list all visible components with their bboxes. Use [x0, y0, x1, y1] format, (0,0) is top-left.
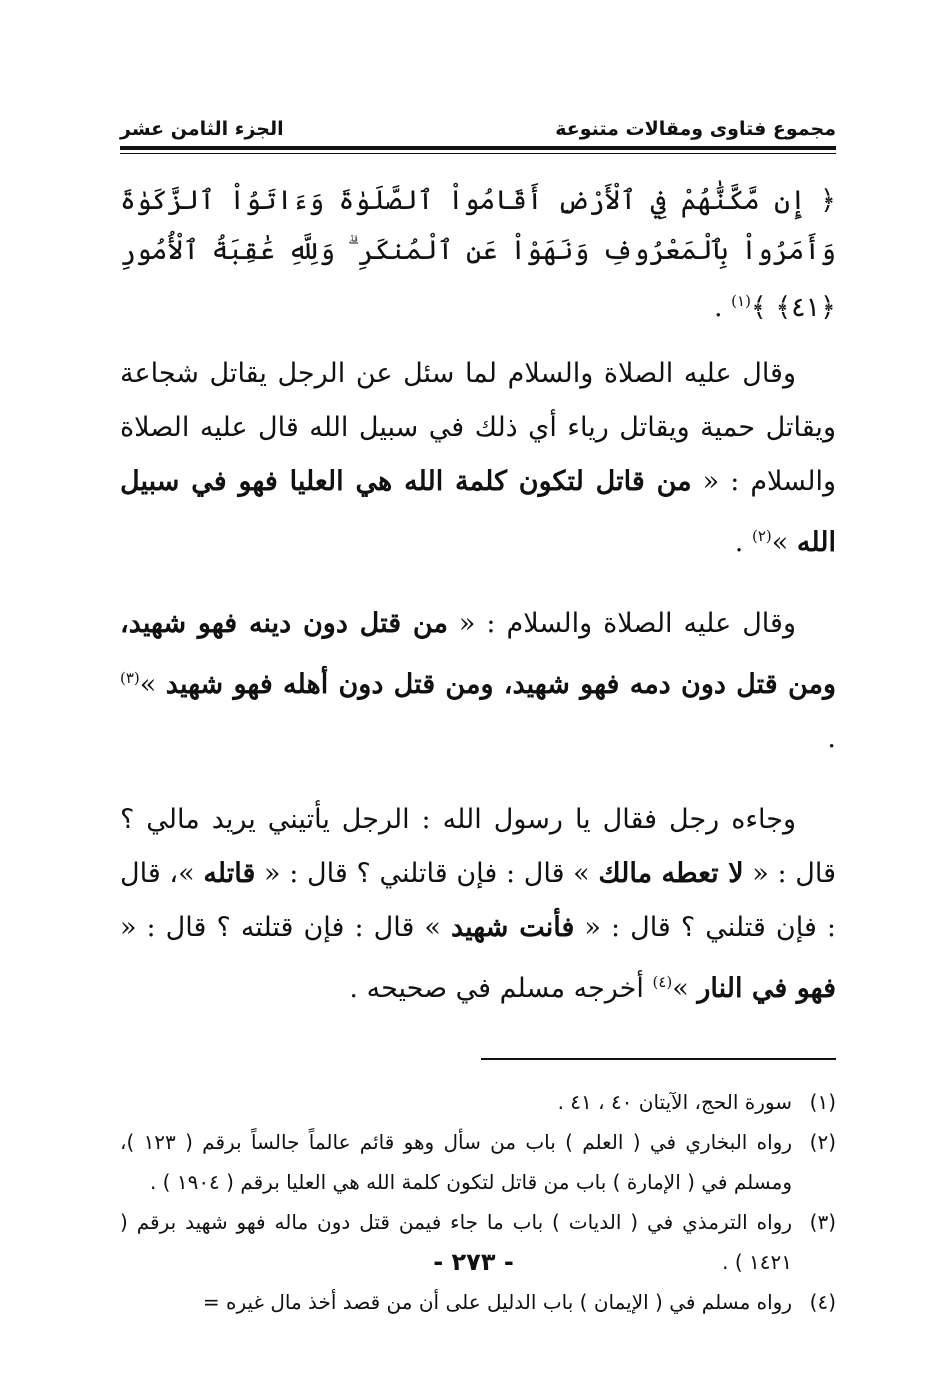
page-number: - ٢٧٣ - — [433, 1248, 514, 1276]
paragraph-text: » قال : فإن قتلته ؟ قال : « — [120, 912, 451, 943]
running-header — [120, 108, 836, 140]
footnote-text: رواه البخاري في ( العلم ) باب من سأل وهو قائم عالماً جالساً برقم ( ١٢٣ )، ومسلم في ( الإمارة ) باب من قاتل لتكون كلمة الله هي العليا برقم ( ١٩٠٤ ) . — [120, 1130, 792, 1194]
paragraph-text: »، قال : فإن قتلني ؟ قال : « — [120, 858, 836, 943]
paragraph-text: وقال عليه الصلاة والسلام لما سئل عن الرجل يقاتل شجاعة ويقاتل حمية ويقاتل رياء أي ذلك في سبيل الله قال عليه الصلاة والسلام : « — [120, 358, 837, 497]
quote-close: » — [771, 527, 797, 558]
footnote-item — [120, 1122, 836, 1202]
paragraph-text: » قال : فإن قاتلني ؟ قال : « — [255, 858, 599, 889]
verse-text: ﴿ إِن مَّكَّنَّٰهُمْ فِي ٱلْأَرْضِ أَقَامُواْ ٱلصَّلَوٰةَ وَءَاتَوُاْ ٱلزَّكَوٰةَ وَأَمَرُواْ بِٱلْمَعْرُوفِ وَنَهَوْاْ عَنِ ٱلْمُنكَرِ ۗ وَلِلَّهِ عَٰقِبَةُ ٱلْأُمُورِ ﴿٤١﴾ ﴾ — [120, 185, 836, 323]
footnote-text: رواه الترمذي في ( الديات ) باب ما جاء فيمن قتل دون ماله فهو شهيد برقم ( ١٤٢١ ) . — [120, 1210, 792, 1274]
header-rule-thin — [120, 153, 836, 154]
footnote-separator — [481, 1058, 836, 1060]
book-page — [120, 108, 836, 1322]
footnote-ref-2: (٢) — [751, 527, 772, 545]
footnote-item — [120, 1082, 836, 1122]
paragraph-hadith-2 — [120, 597, 836, 766]
footnote-text: سورة الحج، الآيتان ٤٠ ، ٤١ . — [557, 1090, 792, 1114]
volume-label: الجزء الثامن عشر — [120, 118, 284, 140]
paragraph-text: وقال عليه الصلاة والسلام : « — [447, 608, 796, 639]
footnote-number: (٣) — [809, 1210, 836, 1234]
quote-close: » — [139, 669, 166, 700]
hadith-quote: من قتل دون دينه فهو شهيد، ومن قتل دون دمه فهو شهيد، ومن قتل دون أهله فهو شهيد — [120, 608, 837, 700]
footnote-ref-1: (١) — [731, 292, 751, 310]
hadith-quote: لا تعطه مالك — [598, 858, 744, 889]
footnote-ref-3: (٣) — [120, 669, 140, 687]
hadith-quote: فهو في النار — [697, 973, 836, 1004]
quote-close: » — [672, 973, 698, 1004]
paragraph-hadith-1 — [120, 347, 836, 570]
paragraph-text: وجاءه رجل فقال يا رسول الله : الرجل يأتيني يريد مالي ؟ قال : « — [120, 804, 836, 889]
book-title: مجموع فتاوى ومقالات متنوعة — [555, 118, 836, 140]
footnote-number: (٢) — [809, 1130, 836, 1154]
footnotes — [120, 1082, 836, 1322]
footnote-number: (٤) — [809, 1290, 836, 1314]
header-rule-thick — [120, 146, 836, 150]
paragraph-end: . — [827, 723, 836, 754]
hadith-quote: من قاتل لتكون كلمة الله هي العليا فهو في سبيل الله — [120, 466, 836, 558]
paragraph-end: . — [734, 527, 752, 558]
footnote-number: (١) — [809, 1090, 836, 1114]
footnote-item — [120, 1282, 836, 1322]
paragraph-text: أخرجه مسلم في صحيحه . — [349, 973, 653, 1004]
hadith-quote: قاتله — [203, 858, 256, 889]
quran-verse: ﴿ إِن مَّكَّنَّٰهُمْ فِي ٱلْأَرْضِ أَقَامُواْ ٱلصَّلَوٰةَ وَءَاتَوُاْ ٱلزَّكَوٰةَ وَأَمَرُواْ بِٱلْمَعْرُوفِ وَنَهَوْاْ عَنِ ٱلْمُنكَرِ ۗ وَلِلَّهِ عَٰقِبَةُ ٱلْأُمُورِ ﴿٤١﴾ ﴾$^{(١)}$ . — [120, 185, 836, 323]
footnote-ref-4: (٤) — [652, 973, 673, 991]
footnote-text: رواه مسلم في ( الإيمان ) باب الدليل على أن من قصد أخذ مال غيره = — [202, 1290, 792, 1314]
paragraph-hadith-3 — [120, 793, 836, 1016]
hadith-quote: فأنت شهيد — [450, 912, 575, 943]
